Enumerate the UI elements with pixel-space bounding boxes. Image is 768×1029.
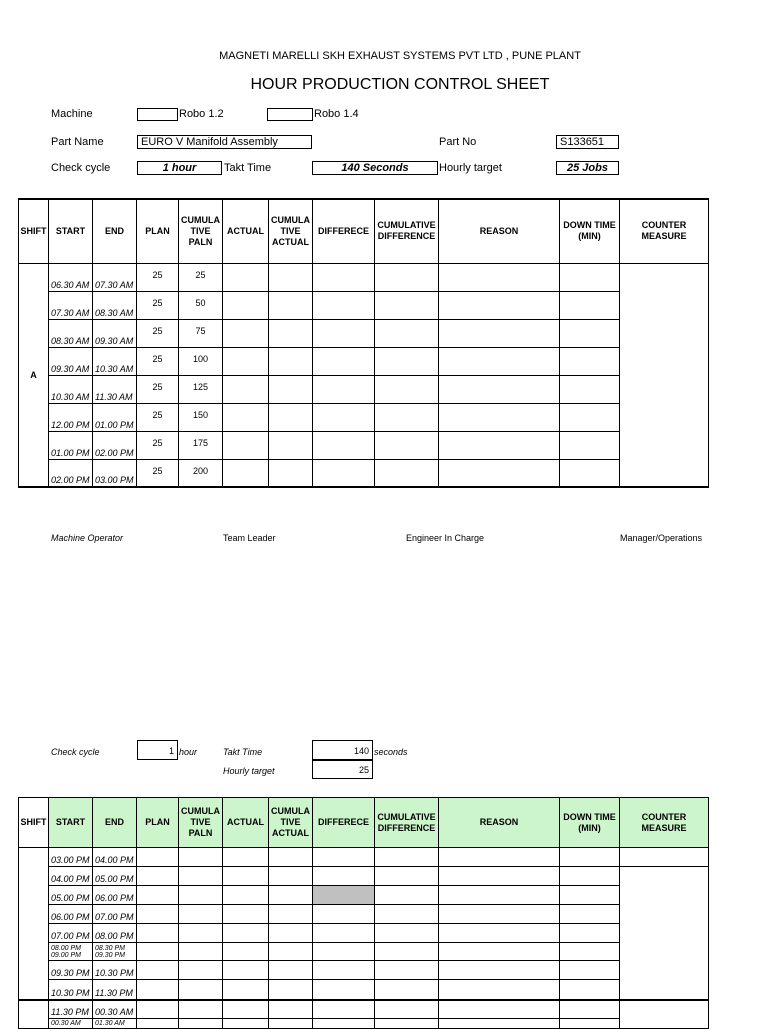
col-actual: ACTUAL [223,798,269,848]
col-start: START [49,199,93,263]
actual-cell[interactable] [223,924,269,943]
start-cell: 10.30 AM [49,375,93,403]
cumulative-actual-cell[interactable] [269,375,313,403]
down-time-cell[interactable] [560,848,620,867]
end-cell: 08.30 AM [93,291,137,319]
plan-cell[interactable] [137,848,179,867]
table-row [19,1000,709,1019]
part-no-field[interactable]: S133651 [556,135,619,149]
start-cell: 00.30 AM [49,1019,93,1029]
signature-engineer-in-charge: Engineer In Charge [406,533,485,543]
start-cell: 08.30 AM [49,319,93,347]
counter-measure-cell[interactable] [620,848,709,867]
cumulative-difference-cell[interactable] [375,319,439,347]
cumulative-difference-cell[interactable] [375,431,439,459]
table-row [19,848,709,867]
col-shift: SHIFT [19,199,49,263]
down-time-cell[interactable] [560,867,620,886]
table-row [19,980,709,1000]
reason-cell[interactable] [439,980,560,1000]
cumulative-actual-cell[interactable] [269,403,313,431]
col-cumulative-actual: CUMULA TIVE ACTUAL [269,199,313,263]
start-cell: 03.00 PM [49,848,93,867]
signature-machine-operator: Machine Operator [51,533,124,543]
reason-cell[interactable] [439,961,560,980]
down-time-cell[interactable] [560,375,620,403]
end-time-1: 08.30 PM [95,945,125,952]
end-cell: 07.30 AM [93,263,137,291]
down-time-cell[interactable] [560,943,620,961]
actual-cell[interactable] [223,431,269,459]
end-cell: 06.00 PM [93,886,137,905]
counter-measure-cell[interactable] [620,1000,709,1029]
cumulative-actual-cell[interactable] [269,905,313,924]
plan-cell: 25 [137,431,179,459]
cumulative-actual-cell[interactable] [269,319,313,347]
down-time-cell[interactable] [560,961,620,980]
cumulative-actual-cell[interactable] [269,924,313,943]
col-reason: REASON [439,199,560,263]
table-row [19,263,709,291]
end-cell: 11.30 AM [93,375,137,403]
cumulative-plan-cell[interactable] [179,961,223,980]
end-cell: 01.30 AM [93,1019,137,1029]
shift-a-table [18,198,709,488]
cumulative-actual-cell[interactable] [269,943,313,961]
robo-1-4-checkbox[interactable] [267,108,313,121]
start-cell: 01.00 PM [49,431,93,459]
plan-cell[interactable] [137,867,179,886]
table-row [19,347,709,375]
end-cell: 08.00 PM [93,924,137,943]
down-time-cell[interactable] [560,980,620,1000]
table-row [19,459,709,487]
cumulative-plan-cell: 50 [179,291,223,319]
down-time-cell[interactable] [560,459,620,487]
plan-cell: 25 [137,263,179,291]
cumulative-actual-cell[interactable] [269,263,313,291]
cumulative-difference-cell[interactable] [375,867,439,886]
end-cell: 00.30 AM [93,1000,137,1019]
check-cycle-unit: hour [179,747,198,757]
difference-cell[interactable] [313,943,375,961]
end-time-2: 09.30 PM [95,952,125,959]
takt-time-field[interactable]: 140 Seconds [312,161,438,175]
difference-cell[interactable] [313,924,375,943]
plan-cell[interactable] [137,924,179,943]
actual-cell[interactable] [223,291,269,319]
actual-cell[interactable] [223,886,269,905]
table-row [19,961,709,980]
cumulative-difference-cell[interactable] [375,943,439,961]
col-reason: REASON [439,798,560,848]
cumulative-difference-cell[interactable] [375,263,439,291]
cumulative-difference-cell[interactable] [375,1000,439,1019]
difference-cell[interactable] [313,459,375,487]
cumulative-actual-cell[interactable] [269,347,313,375]
cumulative-plan-cell[interactable] [179,924,223,943]
cumulative-plan-cell: 25 [179,263,223,291]
col-plan: PLAN [137,798,179,848]
cumulative-actual-cell[interactable] [269,848,313,867]
cumulative-plan-cell[interactable] [179,905,223,924]
actual-cell[interactable] [223,905,269,924]
col-cumulative-difference: CUMULATIVE DIFFERENCE [375,798,439,848]
check-cycle-label-2: Check cycle [51,747,100,757]
start-cell: 06.30 AM [49,263,93,291]
cumulative-actual-cell[interactable] [269,886,313,905]
reason-cell[interactable] [439,886,560,905]
table-row [19,291,709,319]
plan-cell: 25 [137,347,179,375]
end-cell: 10.30 AM [93,347,137,375]
plan-cell: 25 [137,319,179,347]
takt-time-label: Takt Time [224,162,272,174]
cumulative-difference-cell[interactable] [375,403,439,431]
col-plan: PLAN [137,199,179,263]
actual-cell[interactable] [223,375,269,403]
cumulative-actual-cell[interactable] [269,291,313,319]
table-row [19,319,709,347]
cumulative-actual-cell[interactable] [269,431,313,459]
plan-cell[interactable] [137,886,179,905]
start-cell: 05.00 PM [49,886,93,905]
start-cell: 12.00 PM [49,403,93,431]
robo-1-2-label: Robo 1.2 [179,108,224,120]
end-cell: 05.00 PM [93,867,137,886]
reason-cell[interactable] [439,943,560,961]
start-cell: 06.00 PM [49,905,93,924]
cumulative-actual-cell[interactable] [269,867,313,886]
part-name-label: Part Name [51,136,104,148]
hourly-target-field-2[interactable]: 25 [312,760,373,779]
hourly-target-field[interactable]: 25 Jobs [556,161,619,175]
end-cell: 09.30 AM [93,319,137,347]
down-time-cell[interactable] [560,924,620,943]
col-cumulative-plan: CUMULA TIVE PALN [179,199,223,263]
plan-cell: 25 [137,375,179,403]
col-end: END [93,798,137,848]
down-time-cell[interactable] [560,319,620,347]
difference-cell[interactable] [313,291,375,319]
difference-cell[interactable] [313,263,375,291]
table-row [19,886,709,905]
down-time-cell[interactable] [560,263,620,291]
start-cell: 09.30 PM [49,961,93,980]
actual-cell[interactable] [223,980,269,1000]
end-cell [93,943,137,961]
plan-cell[interactable] [137,905,179,924]
end-cell: 01.00 PM [93,403,137,431]
reason-cell[interactable] [439,375,560,403]
start-cell: 07.30 AM [49,291,93,319]
col-down-time: DOWN TIME (MIN) [560,798,620,848]
start-time-2: 09.00 PM [51,952,81,959]
cumulative-difference-cell[interactable] [375,848,439,867]
cumulative-difference-cell[interactable] [375,375,439,403]
cumulative-plan-cell[interactable] [179,980,223,1000]
company-name: MAGNETI MARELLI SKH EXHAUST SYSTEMS PVT LTD , PUNE PLANT [219,50,581,62]
cumulative-actual-cell[interactable] [269,1000,313,1019]
start-cell: 10.30 PM [49,980,93,1000]
reason-cell[interactable] [439,431,560,459]
table-row [19,375,709,403]
difference-cell[interactable] [313,431,375,459]
machine-label: Machine [51,108,93,120]
hourly-target-label: Hourly target [439,162,502,174]
cumulative-actual-cell[interactable] [269,961,313,980]
cumulative-actual-cell[interactable] [269,980,313,1000]
down-time-cell[interactable] [560,886,620,905]
part-name-field[interactable]: EURO V Manifold Assembly [137,135,312,149]
col-counter-measure: COUNTER MEASURE [620,798,709,848]
reason-cell[interactable] [439,403,560,431]
start-cell [49,943,93,961]
difference-cell[interactable] [313,886,375,905]
cumulative-actual-cell[interactable] [269,459,313,487]
cumulative-plan-cell: 75 [179,319,223,347]
table-row [19,943,709,961]
cumulative-plan-cell: 125 [179,375,223,403]
down-time-cell[interactable] [560,431,620,459]
robo-1-4-label: Robo 1.4 [314,108,359,120]
counter-measure-cell[interactable] [620,867,709,1000]
plan-cell: 25 [137,403,179,431]
down-time-cell[interactable] [560,905,620,924]
difference-cell[interactable] [313,905,375,924]
col-end: END [93,199,137,263]
cumulative-difference-cell[interactable] [375,961,439,980]
reason-cell[interactable] [439,291,560,319]
part-no-label: Part No [439,136,477,148]
cumulative-difference-cell[interactable] [375,347,439,375]
reason-cell[interactable] [439,459,560,487]
start-cell: 04.00 PM [49,867,93,886]
takt-time-field-2[interactable]: 140 [312,740,373,760]
cumulative-plan-cell[interactable] [179,867,223,886]
plan-cell[interactable] [137,980,179,1000]
reason-cell[interactable] [439,848,560,867]
reason-cell[interactable] [439,905,560,924]
down-time-cell[interactable] [560,347,620,375]
cumulative-difference-cell[interactable] [375,291,439,319]
end-cell: 10.30 PM [93,961,137,980]
col-cumulative-difference: CUMULATIVE DIFFERENCE [375,199,439,263]
actual-cell[interactable] [223,1000,269,1019]
check-cycle-field[interactable]: 1 hour [137,161,222,175]
start-cell: 09.30 AM [49,347,93,375]
start-cell: 02.00 PM [49,459,93,487]
shift-b-label [19,848,49,1000]
col-shift: SHIFT [19,798,49,848]
reason-cell[interactable] [439,319,560,347]
hourly-target-label-2: Hourly target [223,766,275,776]
col-actual: ACTUAL [223,199,269,263]
signature-team-leader: Team Leader [223,533,276,543]
actual-cell[interactable] [223,961,269,980]
table-row [19,867,709,886]
col-start: START [49,798,93,848]
start-cell: 07.00 PM [49,924,93,943]
actual-cell[interactable] [223,319,269,347]
header-row [19,798,709,848]
col-difference: DIFFERECE [313,199,375,263]
cumulative-difference-cell[interactable] [375,905,439,924]
actual-cell[interactable] [223,263,269,291]
col-down-time: DOWN TIME (MIN) [560,199,620,263]
check-cycle-field-2[interactable]: 1 [137,740,178,760]
cumulative-plan-cell: 100 [179,347,223,375]
end-cell: 04.00 PM [93,848,137,867]
difference-cell[interactable] [313,867,375,886]
cumulative-plan-cell: 200 [179,459,223,487]
cumulative-difference-cell[interactable] [375,886,439,905]
col-difference: DIFFERECE [313,798,375,848]
cumulative-difference-cell[interactable] [375,924,439,943]
actual-cell[interactable] [223,403,269,431]
robo-1-2-checkbox[interactable] [137,108,178,121]
reason-cell[interactable] [439,263,560,291]
cumulative-plan-cell[interactable] [179,1000,223,1019]
plan-cell: 25 [137,459,179,487]
end-cell: 11.30 PM [93,980,137,1000]
difference-cell[interactable] [313,1000,375,1019]
difference-cell[interactable] [313,848,375,867]
cumulative-plan-cell[interactable] [179,886,223,905]
down-time-cell[interactable] [560,403,620,431]
actual-cell[interactable] [223,867,269,886]
col-cumulative-actual: CUMULA TIVE ACTUAL [269,798,313,848]
cumulative-difference-cell[interactable] [375,980,439,1000]
shift-c-label [19,1000,49,1029]
down-time-cell[interactable] [560,1000,620,1019]
end-cell: 07.00 PM [93,905,137,924]
cumulative-plan-cell: 150 [179,403,223,431]
col-counter-measure: COUNTER MEASURE [620,199,709,263]
actual-cell[interactable] [223,459,269,487]
plan-cell[interactable] [137,1000,179,1019]
table-row [19,403,709,431]
shift-b-table [18,797,709,1029]
start-cell: 11.30 PM [49,1000,93,1019]
actual-cell[interactable] [223,347,269,375]
plan-cell[interactable] [137,943,179,961]
start-time-1: 08.00 PM [51,945,81,952]
cumulative-plan-cell[interactable] [179,943,223,961]
col-cumulative-plan: CUMULA TIVE PALN [179,798,223,848]
plan-cell[interactable] [137,961,179,980]
down-time-cell[interactable] [560,291,620,319]
difference-cell[interactable] [313,319,375,347]
cumulative-plan-cell[interactable] [179,848,223,867]
cumulative-difference-cell[interactable] [375,459,439,487]
difference-cell[interactable] [313,347,375,375]
actual-cell[interactable] [223,848,269,867]
takt-time-unit: seconds [374,747,408,757]
reason-cell[interactable] [439,924,560,943]
cumulative-plan-cell: 175 [179,431,223,459]
difference-cell[interactable] [313,403,375,431]
table-row [19,905,709,924]
difference-cell[interactable] [313,375,375,403]
counter-measure-cell[interactable] [620,263,709,487]
table-row [19,431,709,459]
reason-cell[interactable] [439,1000,560,1019]
plan-cell: 25 [137,291,179,319]
end-cell: 02.00 PM [93,431,137,459]
table-row [19,924,709,943]
difference-cell[interactable] [313,961,375,980]
reason-cell[interactable] [439,347,560,375]
shift-a-label: A [19,263,49,487]
end-cell: 03.00 PM [93,459,137,487]
actual-cell[interactable] [223,943,269,961]
check-cycle-label: Check cycle [51,162,111,174]
reason-cell[interactable] [439,867,560,886]
sheet-title: HOUR PRODUCTION CONTROL SHEET [250,76,550,93]
takt-time-label-2: Takt Time [223,747,263,757]
difference-cell[interactable] [313,980,375,1000]
signature-manager-operations: Manager/Operations [620,533,703,543]
header-row [19,199,709,263]
